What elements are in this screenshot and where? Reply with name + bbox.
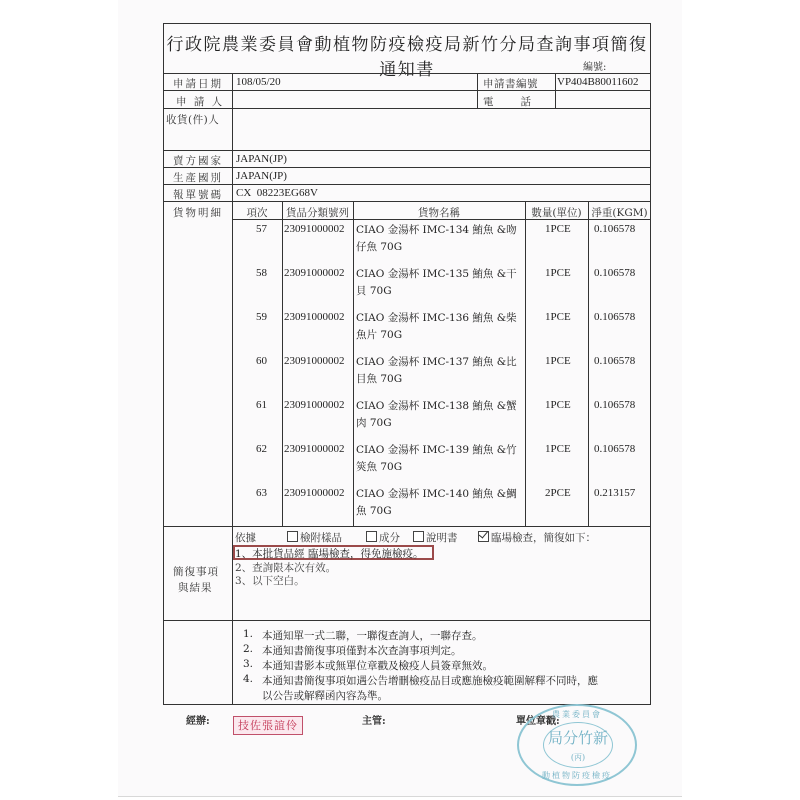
row-code: 23091000002 — [284, 487, 345, 499]
checkbox-onsite-inspection[interactable] — [478, 530, 596, 545]
checkbox-label: 成分 — [379, 532, 400, 544]
checkbox-manual[interactable] — [413, 530, 458, 545]
checkbox-label: 說明書 — [426, 532, 458, 544]
note-text: 本通知書簡復事項如遇公告增刪檢疫品目或應施檢疫範圍解釋不同時，應 — [262, 675, 598, 687]
declaration-no-value: CX 08223EG68V — [236, 187, 318, 199]
note-num: 4. — [243, 673, 254, 685]
row-name: CIAO 金湯杯 IMC-137 鮪魚 &比目魚 70G — [356, 356, 517, 385]
divider — [477, 73, 478, 108]
supervisor-label: 主管: — [362, 716, 386, 727]
checkbox-label: 檢附樣品 — [300, 532, 342, 544]
row-weight: 0.106578 — [594, 311, 636, 323]
reply-section-label-2: 與結果 — [178, 582, 213, 594]
divider — [232, 73, 233, 705]
result-item: 3、以下空白。 — [235, 575, 305, 587]
row-seq: 57 — [256, 223, 267, 235]
checkbox-icon[interactable] — [413, 531, 424, 542]
result-item: 2、查詢限本次有效。 — [235, 562, 337, 574]
note-num: 3. — [243, 658, 254, 670]
declaration-no-label: 報單號碼 — [173, 189, 223, 201]
divider — [555, 73, 556, 108]
handler-stamp: 技佐張誼伶 — [233, 716, 303, 735]
basis-label: 依據 — [235, 532, 256, 544]
row-code: 23091000002 — [284, 355, 345, 367]
seal-center — [543, 722, 613, 768]
checkbox-sample[interactable] — [287, 530, 342, 545]
row-weight: 0.213157 — [594, 487, 636, 499]
consignee-label: 收貨(件)人 — [166, 114, 220, 126]
result-item: 1、本批貨品經 臨場檢查，得免施檢疫。 — [235, 548, 424, 560]
row-name: CIAO 金湯杯 IMC-136 鮪魚 &柴魚片 70G — [356, 312, 517, 341]
divider — [163, 108, 651, 109]
row-seq: 61 — [256, 399, 267, 411]
checkbox-icon[interactable] — [366, 531, 377, 542]
note-text: 本通知書影本或無單位章戳及檢疫人員簽章無效。 — [262, 660, 493, 672]
reply-section-label: 簡復事項 — [173, 566, 219, 578]
divider — [163, 201, 651, 202]
row-code: 23091000002 — [284, 399, 345, 411]
divider — [525, 201, 526, 526]
row-seq: 59 — [256, 311, 267, 323]
checkbox-icon[interactable] — [287, 531, 298, 542]
row-name: CIAO 金湯杯 IMC-140 鮪魚 &鯛魚 70G — [356, 488, 517, 517]
divider — [163, 620, 651, 621]
application-no-label: 申請書編號 — [483, 78, 538, 90]
seal-sub-text: (丙) — [570, 753, 586, 762]
serial-label: 編號: — [583, 62, 607, 73]
row-weight: 0.106578 — [594, 355, 636, 367]
row-name: CIAO 金湯杯 IMC-135 鮪魚 &干貝 70G — [356, 268, 517, 297]
divider — [163, 526, 651, 527]
note-num: 1. — [243, 628, 254, 640]
seller-country-label: 賣方國家 — [173, 155, 223, 167]
note-text: 以公告或解釋函內容為準。 — [262, 690, 388, 702]
row-weight: 0.106578 — [594, 223, 636, 235]
seal-bottom-text: 動植物防疫檢疫 — [542, 771, 612, 780]
col-header-qty: 數量(單位) — [531, 207, 582, 219]
checkbox-ingredients[interactable] — [366, 530, 400, 545]
checkbox-label: 臨場檢查，簡復如下： — [491, 532, 596, 544]
phone-label: 電 話 — [483, 96, 533, 108]
row-seq: 58 — [256, 267, 267, 279]
col-header-name: 貨物名稱 — [418, 207, 460, 219]
row-qty: 1PCE — [545, 223, 571, 235]
row-weight: 0.106578 — [594, 399, 636, 411]
note-text: 本通知書簡復事項僅對本次查詢事項判定。 — [262, 645, 462, 657]
origin-country-label: 生產國別 — [173, 172, 223, 184]
row-qty: 1PCE — [545, 267, 571, 279]
divider — [282, 201, 283, 526]
divider — [588, 201, 589, 526]
row-qty: 2PCE — [545, 487, 571, 499]
divider — [163, 167, 651, 168]
row-name: CIAO 金湯杯 IMC-134 鮪魚 &吻仔魚 70G — [356, 224, 517, 253]
divider — [353, 201, 354, 526]
row-name: CIAO 金湯杯 IMC-138 鮪魚 &蟹肉 70G — [356, 400, 517, 429]
row-code: 23091000002 — [284, 223, 345, 235]
applicant-label: 申 請 人 — [176, 96, 225, 108]
row-weight: 0.106578 — [594, 267, 636, 279]
row-seq: 62 — [256, 443, 267, 455]
document-title: 行政院農業委員會動植物防疫檢疫局新竹分局查詢事項簡復通知書 — [166, 35, 648, 80]
note-num: 2. — [243, 643, 254, 655]
col-header-weight: 淨重(KGM) — [591, 207, 648, 219]
divider — [163, 90, 651, 91]
row-weight: 0.106578 — [594, 443, 636, 455]
origin-country-value: JAPAN(JP) — [236, 170, 287, 182]
row-name: CIAO 金湯杯 IMC-139 鮪魚 &竹筴魚 70G — [356, 444, 517, 473]
divider — [163, 73, 651, 74]
col-header-seq: 項次 — [246, 207, 268, 219]
row-code: 23091000002 — [284, 443, 345, 455]
seller-country-value: JAPAN(JP) — [236, 153, 287, 165]
row-qty: 1PCE — [545, 355, 571, 367]
application-no-value: VP404B80011602 — [557, 76, 639, 88]
divider — [163, 184, 651, 185]
row-seq: 60 — [256, 355, 267, 367]
row-qty: 1PCE — [545, 311, 571, 323]
apply-date-label: 申請日期 — [173, 78, 223, 90]
row-qty: 1PCE — [545, 443, 571, 455]
seal-top-text: 農業委員會 — [552, 710, 602, 719]
seal-center-text: 局分竹新 — [547, 729, 608, 747]
checkmark-icon[interactable] — [478, 531, 489, 542]
row-code: 23091000002 — [284, 267, 345, 279]
handler-label: 經辦: — [186, 716, 210, 727]
goods-detail-label: 貨物明細 — [173, 207, 223, 219]
col-header-code: 貨品分類號列 — [286, 207, 349, 219]
divider — [163, 150, 651, 151]
note-text: 本通知單一式二聯，一聯復查詢人，一聯存查。 — [262, 630, 483, 642]
row-seq: 63 — [256, 487, 267, 499]
unit-seal-label: 單位章戳: — [516, 716, 560, 727]
official-seal — [517, 704, 637, 786]
row-qty: 1PCE — [545, 399, 571, 411]
row-code: 23091000002 — [284, 311, 345, 323]
apply-date-value: 108/05/20 — [236, 76, 281, 88]
